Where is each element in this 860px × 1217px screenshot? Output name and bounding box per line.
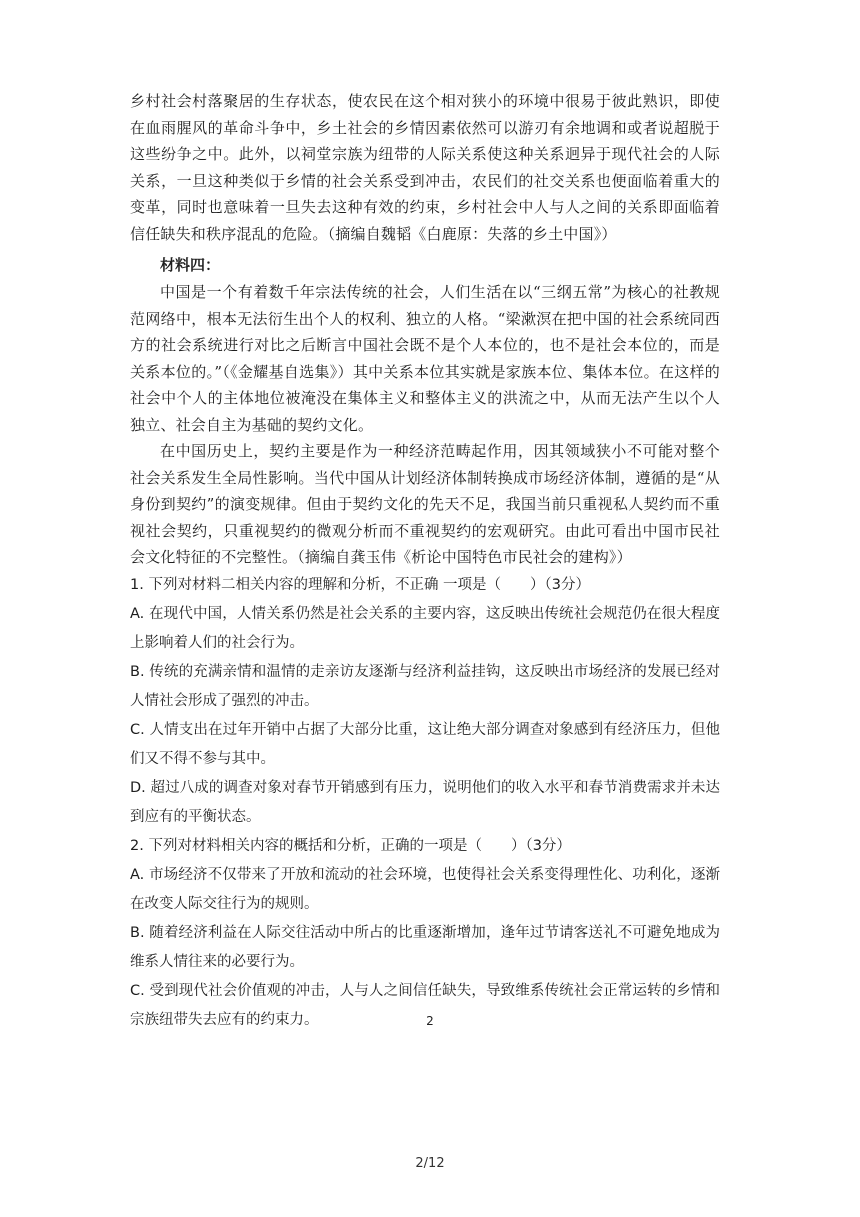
question-1-option-b: B. 传统的充满亲情和温情的走亲访友逐渐与经济利益挂钩，这反映出市场经济的发展已经对人情社会形成了强烈的冲击。	[130, 663, 720, 709]
material-four-paragraph-2: 在中国历史上，契约主要是作为一种经济范畴起作用，因其领域狭小不可能对整个社会关系发生全局性影响。当代中国从计划经济体制转换成市场经济体制，遵循的是“从身份到契约”的演变规律。但由于契约文化的先天不足，我国当前只重视私人契约而不重视社会契约，只重视契约的微观分析而不重视契约的宏观研究。由此可看出中国市民社会文化特征的不完整性。（摘编自龚玉伟《析论中国特色市民社会的建构》）	[130, 442, 720, 566]
material-three-continuation: 乡村社会村落聚居的生存状态，使农民在这个相对狭小的环境中很易于彼此熟识，即使在血雨腥风的革命斗争中，乡土社会的乡情因素依然可以游刃有余地调和或者说超脱于这些纷争之中。此外，以祠堂宗族为纽带的人际关系使这种关系迥异于现代社会的人际关系，一旦这种类似于乡情的社会关系受到冲击，农民们的社交关系也便面临着重大的变革，同时也意味着一旦失去这种有效的约束，乡村社会中人与人之间的关系即面临着信任缺失和秩序混乱的危险。（摘编自魏韬《白鹿原：失落的乡土中国》）	[130, 92, 720, 243]
question-1-option-a: A. 在现代中国，人情关系仍然是社会关系的主要内容，这反映出传统社会规范仍在很大程度上影响着人们的社会行为。	[130, 605, 720, 651]
question-1-option-d: D. 超过八成的调查对象对春节开销感到有压力，说明他们的收入水平和春节消费需求并未达到应有的平衡状态。	[130, 779, 720, 825]
question-2-stem: 2. 下列对材料相关内容的概括和分析，正确的一项是（ ）（3分）	[130, 837, 571, 854]
question-1-stem: 1. 下列对材料二相关内容的理解和分析，不正确 一项是（ ）（3分）	[130, 576, 591, 593]
material-four-paragraph-1: 中国是一个有着数千年宗法传统的社会，人们生活在以“三纲五常”为核心的社教规范网络中，根本无法衍生出个人的权利、独立的人格。“梁漱溟在把中国的社会系统同西方的社会系统进行对比之后断言中国社会既不是个人本位的，也不是社会本位的，而是关系本位的。”（《金耀基自选集》）其中关系本位其实就是家族本位、集体本位。在这样的社会中个人的主体地位被淹没在集体主义和整体主义的洪流之中，从而无法产生以个人独立、社会自主为基础的契约文化。	[130, 283, 720, 434]
question-2	[130, 832, 720, 1035]
question-1	[130, 571, 720, 832]
page-content	[130, 88, 720, 1035]
page-number: 2	[426, 1014, 434, 1028]
page-counter: 2/12	[415, 1156, 445, 1171]
question-2-option-a: A. 市场经济不仅带来了开放和流动的社会环境，也使得社会关系变得理性化、功利化，逐渐在改变人际交往行为的规则。	[130, 866, 720, 912]
question-2-option-b: B. 随着经济利益在人际交往活动中所占的比重逐渐增加，逢年过节请客送礼不可避免地成为维系人情往来的必要行为。	[130, 924, 720, 970]
question-1-option-c: C. 人情支出在过年开销中占据了大部分比重，这让绝大部分调查对象感到有经济压力，但他们又不得不参与其中。	[130, 721, 720, 767]
question-2-option-c: C. 受到现代社会价值观的冲击，人与人之间信任缺失，导致维系传统社会正常运转的乡情和宗族纽带失去应有的约束力。	[130, 982, 720, 1028]
material-four-heading: 材料四：	[160, 256, 221, 274]
